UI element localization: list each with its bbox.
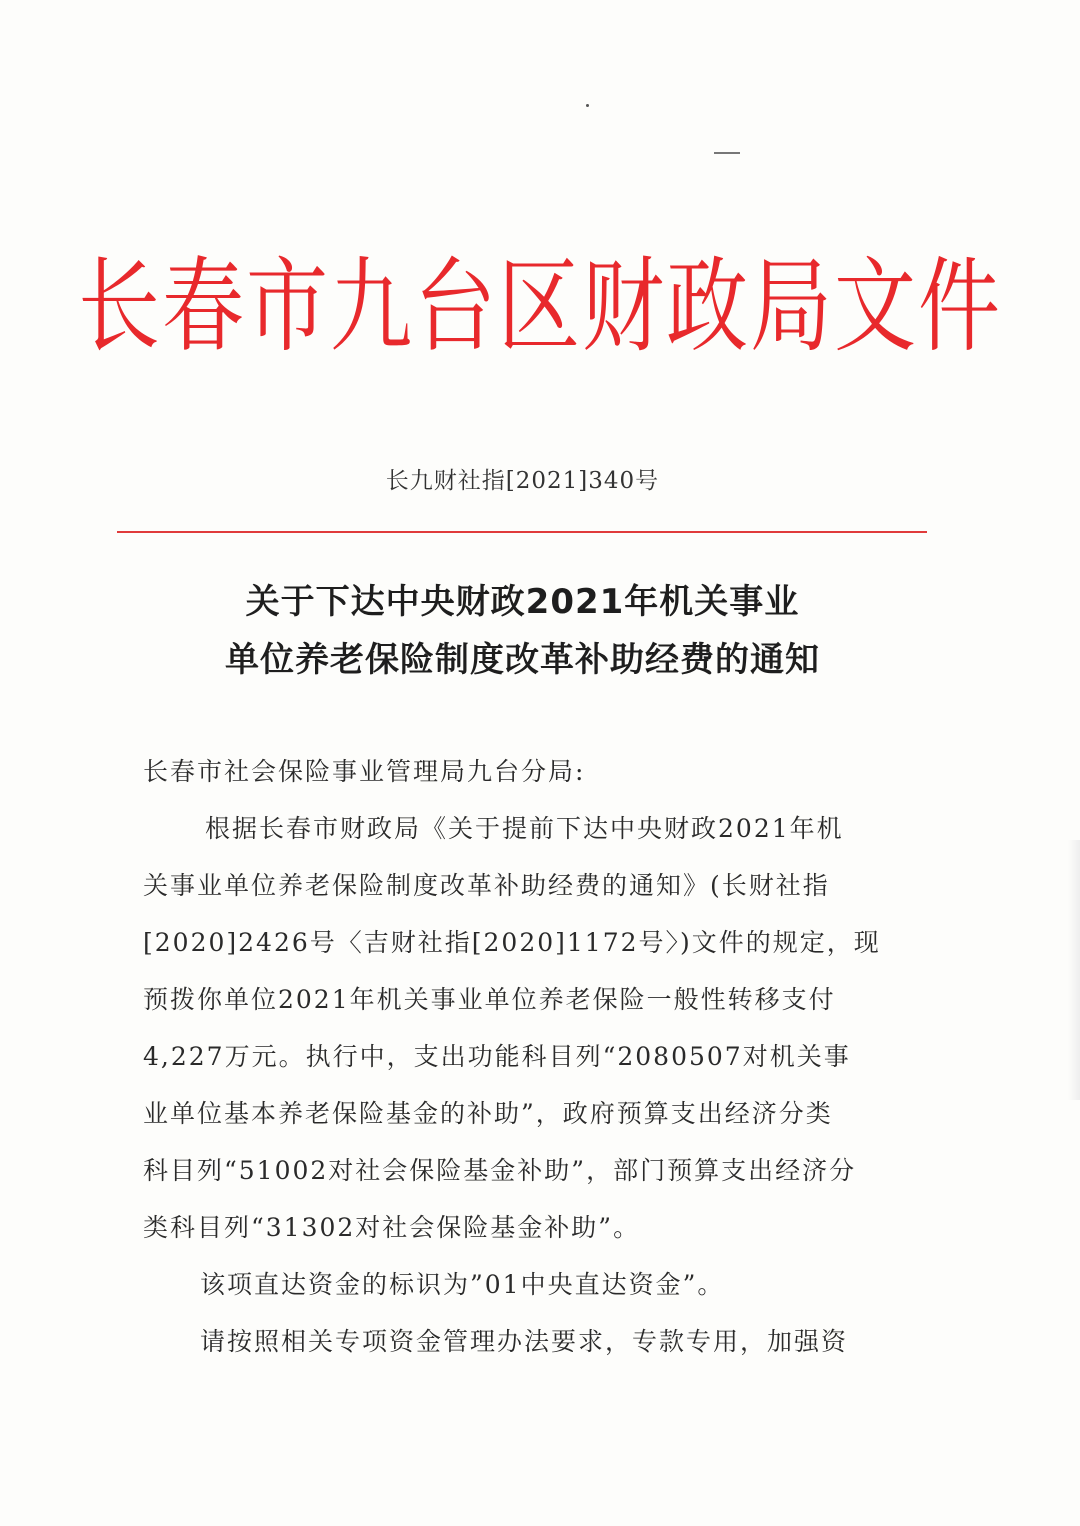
- body-line: 请按照相关专项资金管理办法要求，专款专用，加强资: [200, 1327, 849, 1356]
- body-line: 4,227万元。执行中，支出功能科目列“2080507对机关事: [143, 1042, 851, 1071]
- addressee: 长春市社会保险事业管理局九台分局:: [143, 757, 586, 786]
- scan-speck: [714, 152, 740, 154]
- body-line: 关事业单位养老保险制度改革补助经费的通知》(长财社指: [143, 871, 830, 900]
- document-title-line-2: 单位养老保险制度改革补助经费的通知: [225, 640, 820, 680]
- body-line: [2020]2426号〈吉财社指[2020]1172号〉)文件的规定，现: [143, 928, 881, 957]
- document-title-line-1: 关于下达中央财政2021年机关事业: [245, 582, 800, 622]
- document-header-title: 长春市九台区财政局文件: [77, 247, 1002, 367]
- body-line: 业单位基本养老保险基金的补助”，政府预算支出经济分类: [143, 1099, 833, 1128]
- body-line: 根据长春市财政局《关于提前下达中央财政2021年机: [205, 814, 844, 843]
- body-line: 科目列“51002对社会保险基金补助”，部门预算支出经济分: [143, 1156, 857, 1185]
- scan-speck: [586, 104, 589, 107]
- body-line: 类科目列“31302对社会保险基金补助”。: [143, 1213, 641, 1242]
- document-number: 长九财社指[2021]340号: [385, 468, 660, 494]
- body-line: 预拨你单位2021年机关事业单位养老保险一般性转移支付: [143, 985, 836, 1014]
- red-divider: [117, 531, 927, 533]
- body-line: 该项直达资金的标识为”01中央直达资金”。: [200, 1270, 725, 1299]
- scan-shadow: [1068, 840, 1080, 1100]
